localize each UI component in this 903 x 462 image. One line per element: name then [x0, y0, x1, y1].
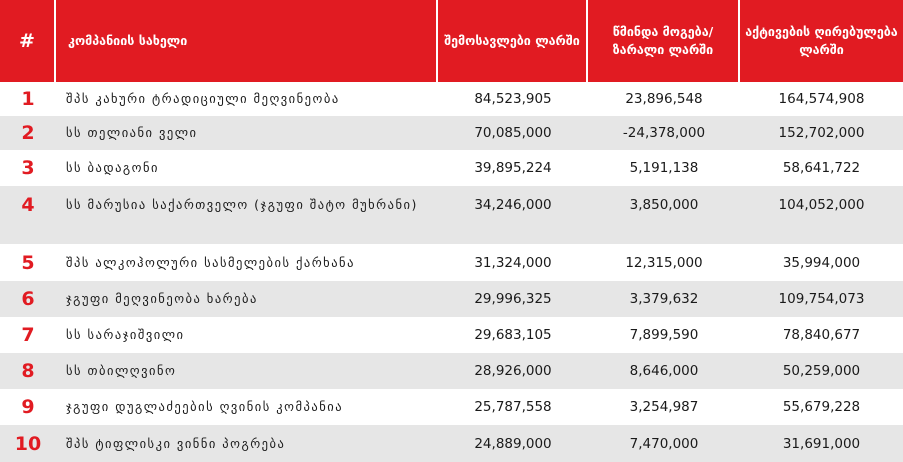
revenue-cell: 28,926,000: [474, 363, 552, 379]
profit-cell: 3,254,987: [629, 399, 699, 415]
revenue-cell: 29,996,325: [474, 291, 552, 307]
rank-cell: 10: [14, 432, 42, 455]
revenue-cell: 31,324,000: [474, 254, 552, 271]
profit-cell: 3,379,632: [629, 291, 699, 307]
table-row: [0, 186, 903, 244]
rank-cell: 1: [21, 88, 35, 110]
revenue-cell: 24,889,000: [474, 435, 552, 452]
company-cell: სს მარუსია საქართველო (ჯგუფი შატო მუხრანი): [66, 197, 418, 212]
profit-cell: -24,378,000: [622, 125, 706, 141]
rank-cell: 3: [21, 157, 35, 179]
revenue-cell: 29,683,105: [474, 327, 552, 343]
profit-cell: 7,899,590: [629, 327, 699, 343]
profit-cell: 12,315,000: [625, 254, 703, 271]
rank-cell: 2: [21, 122, 35, 144]
assets-cell: 35,994,000: [782, 254, 861, 271]
revenue-cell: 34,246,000: [474, 197, 552, 213]
header-revenue: შემოსავლები ლარში: [438, 0, 588, 82]
table-row: [0, 389, 903, 425]
header-profit: წმინდა მოგება/ ზარალი ლარში: [588, 0, 740, 82]
revenue-cell: 70,085,000: [474, 125, 552, 141]
company-cell: სს სარაჯიშვილი: [66, 327, 185, 342]
table-row: [0, 425, 903, 462]
profit-cell: 7,470,000: [629, 435, 699, 452]
company-cell: სს თელიანი ველი: [66, 125, 198, 140]
header-rank: #: [0, 0, 56, 82]
table-header: [0, 0, 903, 82]
company-cell: ჯგუფი დუგლაძეების ღვინის კომპანია: [66, 399, 344, 414]
assets-cell: 55,679,228: [782, 399, 861, 415]
table-row: [0, 150, 903, 186]
assets-cell: 50,259,000: [782, 363, 861, 379]
company-cell: ჯგუფი მეღვინეობა ხარება: [66, 291, 258, 306]
assets-cell: 104,052,000: [778, 197, 865, 213]
header-assets: აქტივების ღირებულება ლარში: [745, 24, 898, 57]
rank-cell: 7: [21, 324, 35, 346]
assets-cell: 164,574,908: [778, 91, 865, 107]
revenue-cell: 84,523,905: [474, 91, 552, 107]
company-cell: შპს კახური ტრადიციული მეღვინეობა: [66, 91, 340, 106]
header-company: კომპანიის სახელი: [56, 0, 438, 82]
table-row: [0, 116, 903, 150]
assets-cell: 78,840,677: [782, 327, 861, 343]
rank-cell: 4: [21, 194, 35, 216]
assets-cell: 152,702,000: [778, 125, 865, 141]
company-cell: შპს ალკოჰოლური სასმელების ქარხანა: [66, 254, 355, 270]
assets-cell: 58,641,722: [782, 160, 861, 176]
rank-cell: 9: [21, 396, 35, 418]
table-row: [0, 82, 903, 116]
profit-cell: 5,191,138: [629, 160, 699, 176]
table-row: [0, 281, 903, 317]
profit-cell: 8,646,000: [629, 363, 699, 379]
company-cell: შპს ტიფლისკი ვინნი პოგრება: [66, 435, 286, 451]
table-row: [0, 317, 903, 353]
profit-cell: 23,896,548: [625, 91, 703, 107]
table-row: [0, 353, 903, 389]
table-row: [0, 244, 903, 281]
rank-cell: 8: [21, 360, 35, 382]
assets-cell: 31,691,000: [782, 435, 861, 452]
company-cell: სს ბადაგონი: [66, 160, 160, 175]
company-cell: სს თბილღვინო: [66, 363, 177, 378]
profit-cell: 3,850,000: [629, 197, 699, 213]
revenue-cell: 25,787,558: [474, 399, 552, 415]
rank-cell: 6: [21, 288, 35, 310]
assets-cell: 109,754,073: [778, 291, 865, 307]
revenue-cell: 39,895,224: [474, 160, 552, 176]
rank-cell: 5: [21, 251, 35, 274]
